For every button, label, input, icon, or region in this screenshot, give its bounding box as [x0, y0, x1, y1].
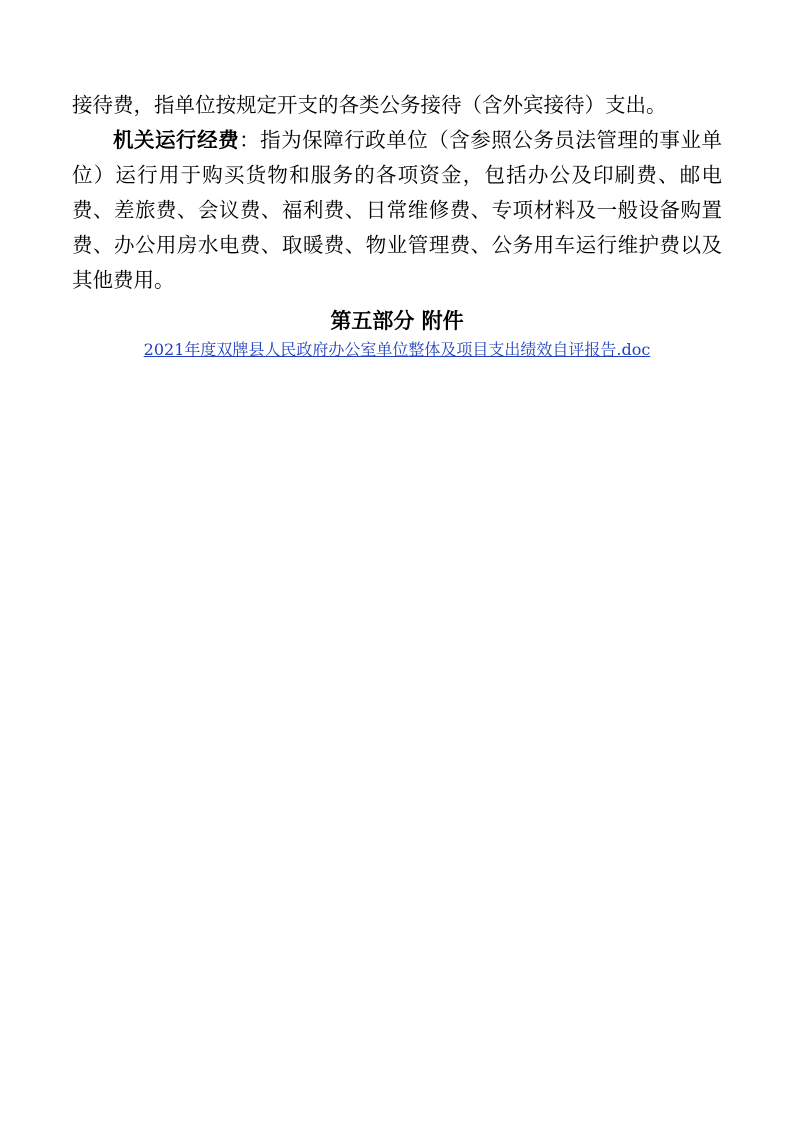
paragraph-reception-fee — [72, 88, 722, 123]
term-operating-expenses: 机关运行经费 — [113, 128, 240, 152]
paragraph-operating-expenses-text: ：指为保障行政单位（含参照公务员法管理的事业单位）运行用于购买货物和服务的各项资金，包括办公及印刷费、邮电费、差旅费、会议费、福利费、日常维修费、专项材料及一般设备购置费、办公用房水电费、取暖费、物业管理费、公务用车运行维护费以及其他费用。 — [72, 128, 723, 292]
paragraph-operating-expenses — [72, 123, 722, 298]
section-heading-attachments: 第五部分 附件 — [330, 309, 464, 333]
attachment-link[interactable]: 2021年度双牌县人民政府办公室单位整体及项目支出绩效自评报告.doc — [143, 340, 651, 359]
document-body — [72, 88, 722, 362]
attachment-line — [72, 338, 722, 362]
paragraph-reception-fee-text: 接待费，指单位按规定开支的各类公务接待（含外宾接待）支出。 — [72, 93, 667, 117]
